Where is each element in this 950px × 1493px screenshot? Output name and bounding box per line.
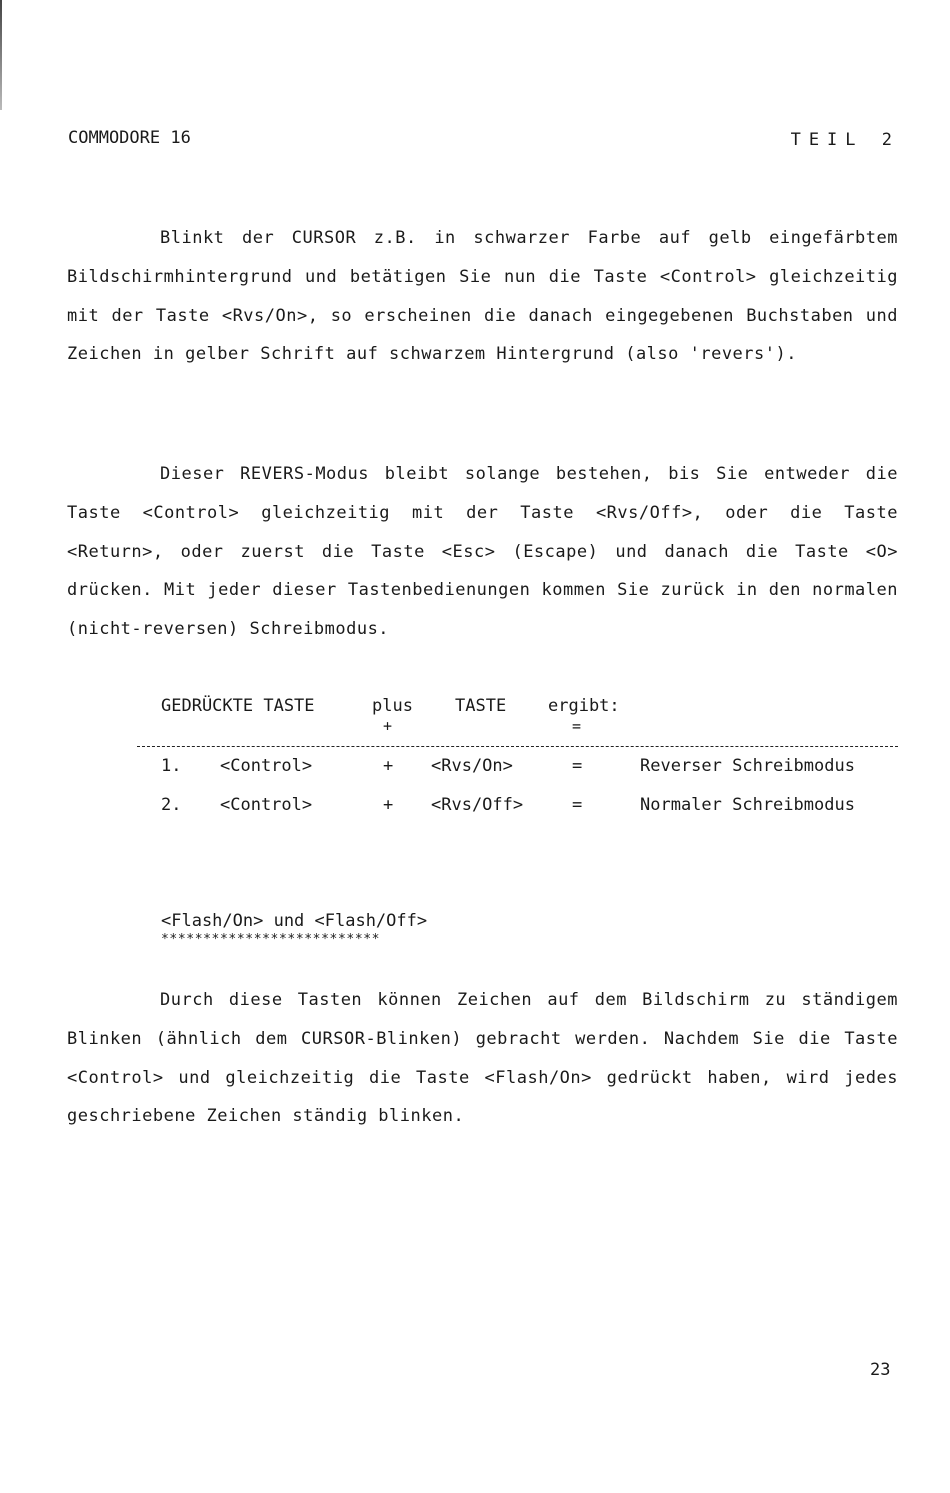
table-row-1-eq: = [572,756,583,776]
page-number: 23 [870,1360,891,1380]
table-row-1-result: Reverser Schreibmodus [640,756,855,776]
header-left: COMMODORE 16 [68,128,191,148]
table-sub-plus: + [383,717,393,735]
paragraph-2-text: Dieser REVERS-Modus bleibt solange bestehen, bis Sie entweder die Taste <Control> gleichzeitig mit der Taste <Rvs/Off>, oder die Taste <Return>, oder zuerst die Taste <Esc> (Escape) und danach die Taste <O> drücken. Mit jeder dieser Tastenbedienungen kommen Sie zurück in den normalen (nicht-reversen) Schreibmodus. [67,464,898,640]
section-title: <Flash/On> und <Flash/Off> [161,911,428,931]
table-row-2-key: <Control> [220,795,313,815]
table-row-1-num: 1. [161,756,182,776]
table-row-1-key: <Control> [220,756,313,776]
table-row-2-op: + [383,795,394,815]
table-row-2-result: Normaler Schreibmodus [640,795,855,815]
paragraph-1-text: Blinkt der CURSOR z.B. in schwarzer Farbe auf gelb eingefärbtem Bildschirmhintergrund und betätigen Sie nun die Taste <Control> gleichzeitig mit der Taste <Rvs/On>, so erscheinen die danach eingegebenen Buchstaben und Zeichen in gelber Schrift auf schwarzem Hintergrund (also 'revers'). [67,228,898,365]
table-row-2-eq: = [572,795,583,815]
table-header-ergibt: ergibt: [548,696,620,716]
table-header-plus: plus [372,696,413,716]
table-row-2-num: 2. [161,795,182,815]
table-header-key: GEDRÜCKTE TASTE [161,696,315,716]
header-right: TEIL 2 [790,130,900,150]
paragraph-2 [67,455,898,649]
table-row-1-taste: <Rvs/On> [431,756,513,776]
scan-edge-mark [0,0,2,110]
section-underline: ************************** [161,932,381,947]
table-row-1-op: + [383,756,394,776]
paragraph-3 [67,981,898,1136]
table-row-2-taste: <Rvs/Off> [431,795,524,815]
paragraph-3-text: Durch diese Tasten können Zeichen auf dem Bildschirm zu ständigem Blinken (ähnlich dem CURSOR-Blinken) gebracht werden. Nachdem Sie die Taste <Control> und gleichzeitig die Taste <Flash/On> gedrückt haben, wird jedes geschriebene Zeichen ständig blinken. [67,990,898,1127]
table-header-taste: TASTE [455,696,507,716]
table-divider [137,746,898,747]
table-sub-equals: = [572,717,582,735]
paragraph-1 [67,219,898,374]
